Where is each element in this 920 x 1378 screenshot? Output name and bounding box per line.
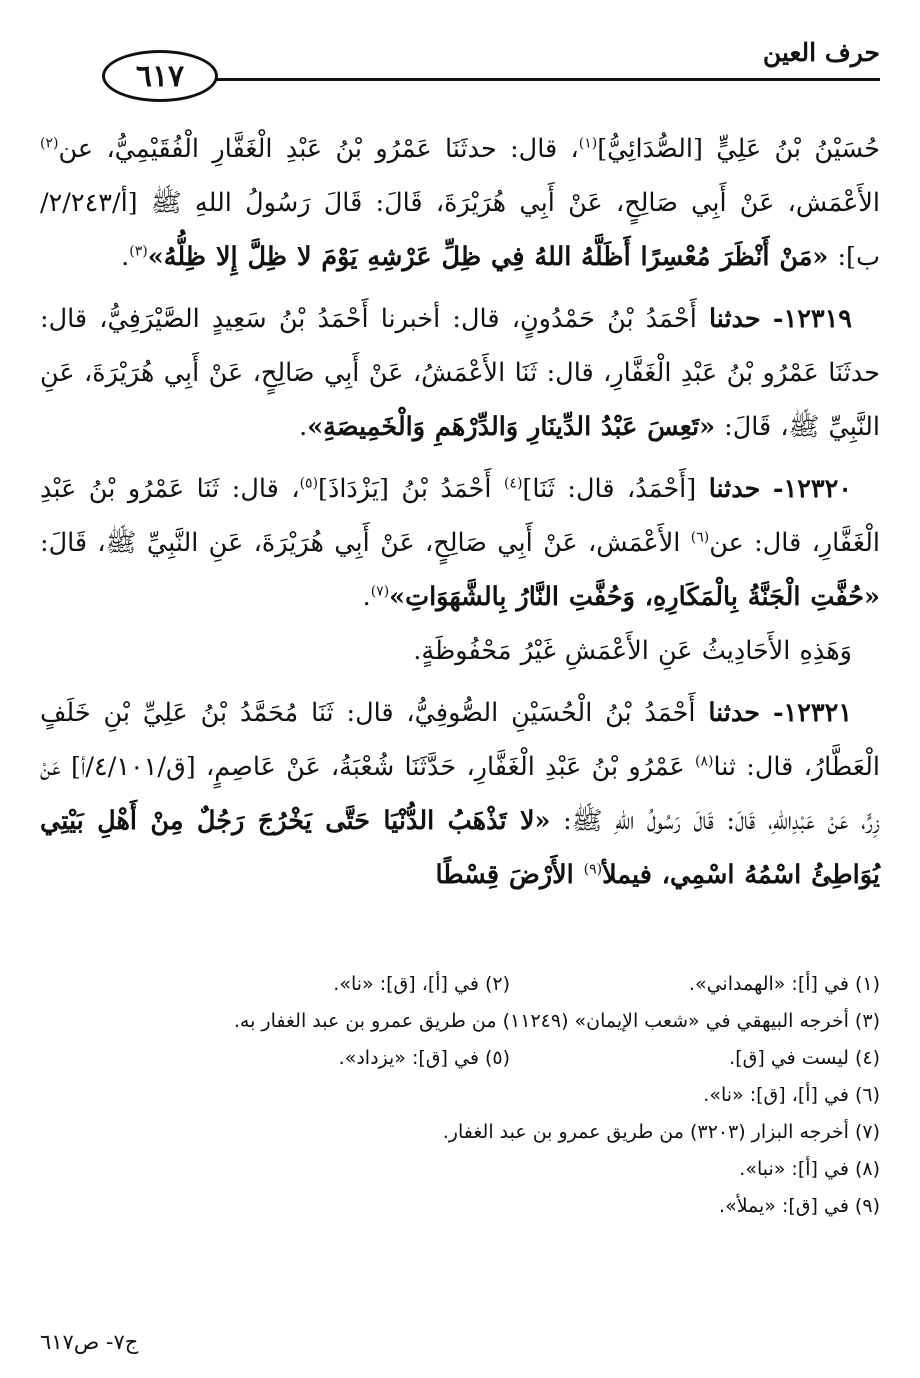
footnote-7: (٧) أخرجه البزار (٣٢٠٣) من طريق عمرو بن عبد الغفار.	[442, 1121, 880, 1143]
footnote-row	[40, 1114, 880, 1151]
footnote-9: (٩) في [ق]: «يملأ».	[719, 1195, 880, 1217]
paragraph-1	[40, 122, 880, 284]
page-number: ٦١٧	[135, 58, 185, 94]
footnote-row	[40, 1040, 880, 1077]
text-span: [أَحْمَدُ، قال: ثَنَا]	[522, 474, 709, 504]
hadith-number: ١٢٣٢٠-	[772, 474, 852, 504]
haddathana-word: حدثنا	[708, 304, 761, 334]
text-span: .	[362, 582, 371, 612]
footnote-mark-7: (٧)	[370, 583, 390, 600]
hadith-text: «لا تَذْهَبُ الدُّنْيَا حَتَّى يَخْرُجَ رَجُلٌ مِنْ أَهْلِ بَيْتِي يُوَاطِئُ اسْمُهُ اسْمِي، فيملأ	[40, 806, 880, 890]
text-span: حُسَيْنُ بْنُ عَلِيٍّ [الصُّدَائِيُّ]	[597, 134, 880, 164]
text-span: ، قال: ثَنَا عَمْرُو بْنُ عَبْدِ الْغَفَّارِ، قال: عن	[40, 474, 880, 558]
text-span: عَمْرُو بْنُ عَبْدِ الْغَفَّارِ، حَدَّثَنَا شُعْبَةُ، عَنْ عَاصِمٍ، [ق/٤/١٠١/أ] عَنْ زِرٍّ، عَنْ عَبْدِاللهِ، قَالَ: قَالَ رَسُولُ اللهِ ﷺ:	[40, 752, 880, 836]
hadith-text: «تَعِسَ عَبْدُ الدِّينَارِ وَالدِّرْهَمِ وَالْخَمِيصَةِ»	[307, 412, 716, 442]
page-reference: ج٧- ص٦١٧	[40, 1330, 139, 1354]
footnote-row	[40, 966, 880, 1003]
header-rule	[210, 78, 880, 81]
text-span: أَحْمَدُ بْنُ [يَزْدَاذَ]	[318, 474, 504, 504]
page-header	[40, 30, 880, 100]
footnote-mark-4: (٤)	[503, 475, 523, 492]
hadith-number: ١٢٣١٩-	[772, 304, 852, 334]
haddathana-word: حدثنا	[708, 474, 761, 504]
footnote-row	[40, 1151, 880, 1188]
footnote-row	[40, 1188, 880, 1225]
footnote-4: (٤) ليست في [ق].	[729, 1047, 880, 1069]
text-span: أَحْمَدُ بْنُ حَمْدُونٍ، قال: أخبرنا أَحْمَدُ بْنُ سَعِيدٍ الصَّيْرَفِيُّ، قال: حدثَنَا عَمْرُو بْنُ عَبْدِ الْغَفَّارِ، قال: ثَنَا الأَعْمَشُ، عَنْ أَبِي صَالِحٍ، عَنْ أَبِي هُرَيْرَةَ، عَنِ النَّبِيِّ ﷺ، قَالَ:	[40, 304, 881, 442]
footnote-1: (١) في [أ]: «الهمداني».	[688, 973, 880, 995]
paragraph-hadith-12319	[40, 292, 880, 454]
page-number-oval	[102, 50, 218, 102]
hadith-text: الأَرْضَ قِسْطًا	[435, 860, 584, 890]
main-text	[40, 122, 880, 902]
paragraph-hadith-12320	[40, 462, 880, 624]
footnote-mark-9: (٩)	[583, 861, 603, 878]
footnote-mark-8: (٨)	[694, 753, 714, 770]
footnote-2: (٢) في [أ]، [ق]: «نا».	[333, 973, 510, 995]
text-span: .	[299, 412, 308, 442]
text-span: .	[121, 242, 130, 272]
paragraph-comment	[40, 624, 880, 678]
footnote-3: (٣) أخرجه البيهقي في «شعب الإيمان» (١١٢٤٩) من طريق عمرو بن عبد الغفار به.	[233, 1010, 880, 1032]
hadith-text: «مَنْ أَنْظَرَ مُعْسِرًا أَظَلَّهُ اللهُ فِي ظِلِّ عَرْشِهِ يَوْمَ لا ظِلَّ إِلا ظِلُّهُ»	[147, 242, 829, 272]
footnote-8: (٨) في [أ]: «نبا».	[739, 1158, 880, 1180]
footnote-mark-3: (٣)	[129, 243, 148, 260]
text-span: أَحْمَدُ بْنُ الْحُسَيْنِ الصُّوفِيُّ، قال: ثَنَا مُحَمَّدُ بْنُ عَلِيِّ بْنِ خَلَفٍ الْعَطَّارُ، قال: ثنا	[40, 698, 880, 782]
footnote-mark-1: (١)	[578, 135, 598, 152]
text-span: ب]:	[828, 242, 880, 272]
text-span: وَهَذِهِ الأَحَادِيثُ عَنِ الأَعْمَشِ غَيْرُ مَحْفُوظَةٍ.	[413, 636, 852, 666]
hadith-number: ١٢٣٢١-	[772, 698, 853, 728]
footnote-row	[40, 1077, 880, 1114]
footnote-mark-5: (٥)	[299, 475, 319, 492]
footnote-mark-6: (٦)	[690, 529, 710, 546]
paragraph-hadith-12321	[40, 686, 880, 902]
footnote-mark-2: (٢)	[40, 135, 59, 152]
text-span: ، قال: حدثَنَا عَمْرُو بْنُ عَبْدِ الْغَفَّارِ الْفُقَيْمِيُّ، عن	[58, 134, 579, 164]
footnote-row	[40, 1003, 880, 1040]
haddathana-word: حدثنا	[708, 698, 761, 728]
hadith-text: «حُفَّتِ الْجَنَّةُ بِالْمَكَارِهِ، وَحُفَّتِ النَّارُ بِالشَّهَوَاتِ»	[389, 582, 880, 612]
footnotes	[40, 966, 880, 1225]
chapter-title: حرف العين	[762, 38, 880, 67]
text-span: الأَعْمَش، عَنْ أَبِي صَالِحٍ، عَنْ أَبِي هُرَيْرَةَ، قَالَ: قَالَ رَسُولُ اللهِ ﷺ [أ/٢/٢٤٣/	[40, 188, 880, 218]
footnote-5: (٥) في [ق]: «يزداد».	[338, 1047, 510, 1069]
footnote-6: (٦) في [أ]، [ق]: «نا».	[703, 1084, 880, 1106]
text-span: الأَعْمَش، عَنْ أَبِي صَالِحٍ، عَنْ أَبِي هُرَيْرَةَ، عَنِ النَّبِيِّ ﷺ، قَالَ:	[40, 528, 691, 558]
